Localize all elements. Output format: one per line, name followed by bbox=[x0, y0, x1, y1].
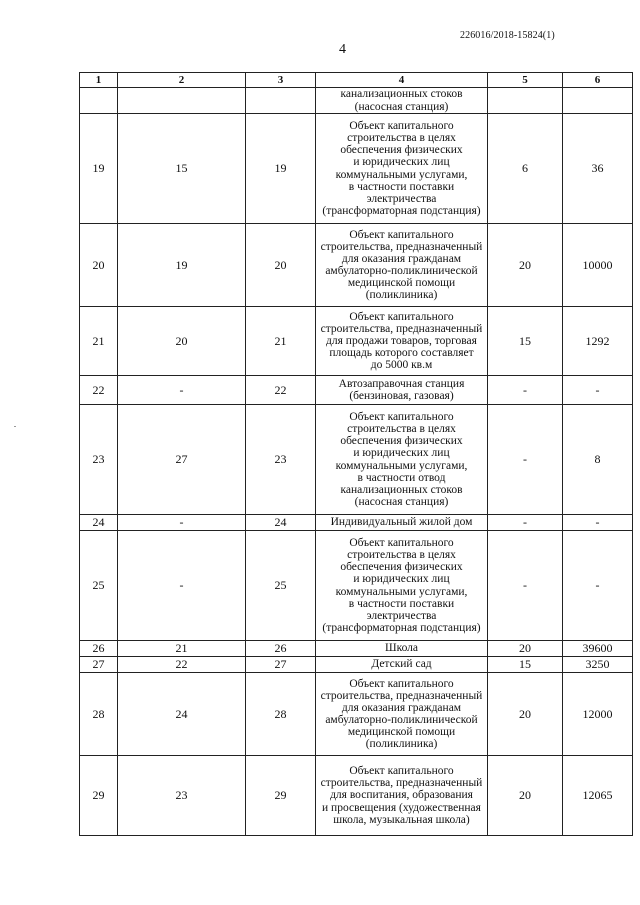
cell-number: 21 bbox=[80, 307, 118, 376]
column-header: 5 bbox=[488, 73, 563, 88]
cell-ref: 15 bbox=[118, 114, 246, 224]
table-row bbox=[80, 673, 633, 756]
cell-code: 25 bbox=[246, 531, 316, 641]
cell-value-6: 10000 bbox=[563, 224, 633, 307]
document-number: 226016/2018-15824(1) bbox=[460, 30, 555, 41]
column-header: 3 bbox=[246, 73, 316, 88]
cell-code: 24 bbox=[246, 515, 316, 531]
column-header: 2 bbox=[118, 73, 246, 88]
cell-description: Объект капитального строительства, предназначенный для оказания гражданам амбулаторно-поликлинической медицинской помощи (поликлиника) bbox=[316, 673, 488, 756]
cell-number: 20 bbox=[80, 224, 118, 307]
cell-description: Объект капитального строительства в целях обеспечения физических и юридических лиц коммунальными услугами, в частности поставки электричества (трансформаторная подстанция) bbox=[316, 531, 488, 641]
cell-description: Объект капитального строительства, предназначенный для оказания гражданам амбулаторно-поликлинической медицинской помощи (поликлиника) bbox=[316, 224, 488, 307]
table-row bbox=[80, 405, 633, 515]
cell-value-6: - bbox=[563, 515, 633, 531]
cell-value-5: - bbox=[488, 531, 563, 641]
cell-value-6: 3250 bbox=[563, 657, 633, 673]
cell-value-5: - bbox=[488, 376, 563, 405]
cell-code bbox=[246, 88, 316, 114]
cell-code: 28 bbox=[246, 673, 316, 756]
cell-value-6: 12065 bbox=[563, 756, 633, 836]
cell-ref: 27 bbox=[118, 405, 246, 515]
page-number: 4 bbox=[339, 42, 346, 57]
cell-code: 26 bbox=[246, 641, 316, 657]
table-row bbox=[80, 307, 633, 376]
column-header: 6 bbox=[563, 73, 633, 88]
cell-code: 19 bbox=[246, 114, 316, 224]
cell-ref: 21 bbox=[118, 641, 246, 657]
cell-number: 25 bbox=[80, 531, 118, 641]
cell-value-6 bbox=[563, 88, 633, 114]
table-row bbox=[80, 515, 633, 531]
cell-description: Объект капитального строительства в целях обеспечения физических и юридических лиц коммунальными услугами, в частности отвод канализационных стоков (насосная станция) bbox=[316, 405, 488, 515]
margin-mark bbox=[14, 426, 16, 427]
cell-number: 26 bbox=[80, 641, 118, 657]
cell-value-6: 12000 bbox=[563, 673, 633, 756]
cell-value-5: 20 bbox=[488, 756, 563, 836]
cell-description: канализационных стоков (насосная станция) bbox=[316, 88, 488, 114]
cell-ref: - bbox=[118, 515, 246, 531]
cell-code: 23 bbox=[246, 405, 316, 515]
cell-code: 21 bbox=[246, 307, 316, 376]
table-row bbox=[80, 376, 633, 405]
cell-number bbox=[80, 88, 118, 114]
table-row bbox=[80, 224, 633, 307]
cell-description: Объект капитального строительства, предназначенный для воспитания, образования и просвещения (художественная школа, музыкальная школа) bbox=[316, 756, 488, 836]
cell-value-5: 20 bbox=[488, 224, 563, 307]
column-header: 4 bbox=[316, 73, 488, 88]
column-header: 1 bbox=[80, 73, 118, 88]
cell-ref: 19 bbox=[118, 224, 246, 307]
cell-code: 20 bbox=[246, 224, 316, 307]
cell-number: 23 bbox=[80, 405, 118, 515]
cell-value-5: 20 bbox=[488, 641, 563, 657]
cell-value-6: 36 bbox=[563, 114, 633, 224]
land-use-table bbox=[79, 72, 633, 836]
cell-value-6: 8 bbox=[563, 405, 633, 515]
cell-value-5: 20 bbox=[488, 673, 563, 756]
table-row bbox=[80, 756, 633, 836]
cell-number: 29 bbox=[80, 756, 118, 836]
cell-ref: - bbox=[118, 376, 246, 405]
table-row bbox=[80, 88, 633, 114]
table-row bbox=[80, 641, 633, 657]
cell-value-5 bbox=[488, 88, 563, 114]
cell-ref: 20 bbox=[118, 307, 246, 376]
cell-code: 29 bbox=[246, 756, 316, 836]
cell-value-5: 15 bbox=[488, 307, 563, 376]
cell-description: Детский сад bbox=[316, 657, 488, 673]
cell-description: Индивидуальный жилой дом bbox=[316, 515, 488, 531]
cell-number: 27 bbox=[80, 657, 118, 673]
cell-code: 22 bbox=[246, 376, 316, 405]
cell-number: 24 bbox=[80, 515, 118, 531]
cell-description: Объект капитального строительства в целях обеспечения физических и юридических лиц коммунальными услугами, в частности поставки электричества (трансформаторная подстанция) bbox=[316, 114, 488, 224]
cell-description: Автозаправочная станция (бензиновая, газовая) bbox=[316, 376, 488, 405]
table-row bbox=[80, 114, 633, 224]
cell-value-6: - bbox=[563, 376, 633, 405]
cell-description: Объект капитального строительства, предназначенный для продажи товаров, торговая площадь которого составляет до 5000 кв.м bbox=[316, 307, 488, 376]
cell-number: 22 bbox=[80, 376, 118, 405]
cell-ref: 22 bbox=[118, 657, 246, 673]
cell-value-5: - bbox=[488, 515, 563, 531]
cell-value-5: - bbox=[488, 405, 563, 515]
cell-code: 27 bbox=[246, 657, 316, 673]
cell-value-5: 15 bbox=[488, 657, 563, 673]
cell-number: 19 bbox=[80, 114, 118, 224]
cell-value-6: 1292 bbox=[563, 307, 633, 376]
cell-ref bbox=[118, 88, 246, 114]
cell-value-6: 39600 bbox=[563, 641, 633, 657]
cell-value-6: - bbox=[563, 531, 633, 641]
cell-ref: - bbox=[118, 531, 246, 641]
table-header-row bbox=[80, 73, 633, 88]
table-row bbox=[80, 657, 633, 673]
table-row bbox=[80, 531, 633, 641]
cell-description: Школа bbox=[316, 641, 488, 657]
cell-value-5: 6 bbox=[488, 114, 563, 224]
cell-ref: 24 bbox=[118, 673, 246, 756]
cell-ref: 23 bbox=[118, 756, 246, 836]
cell-number: 28 bbox=[80, 673, 118, 756]
